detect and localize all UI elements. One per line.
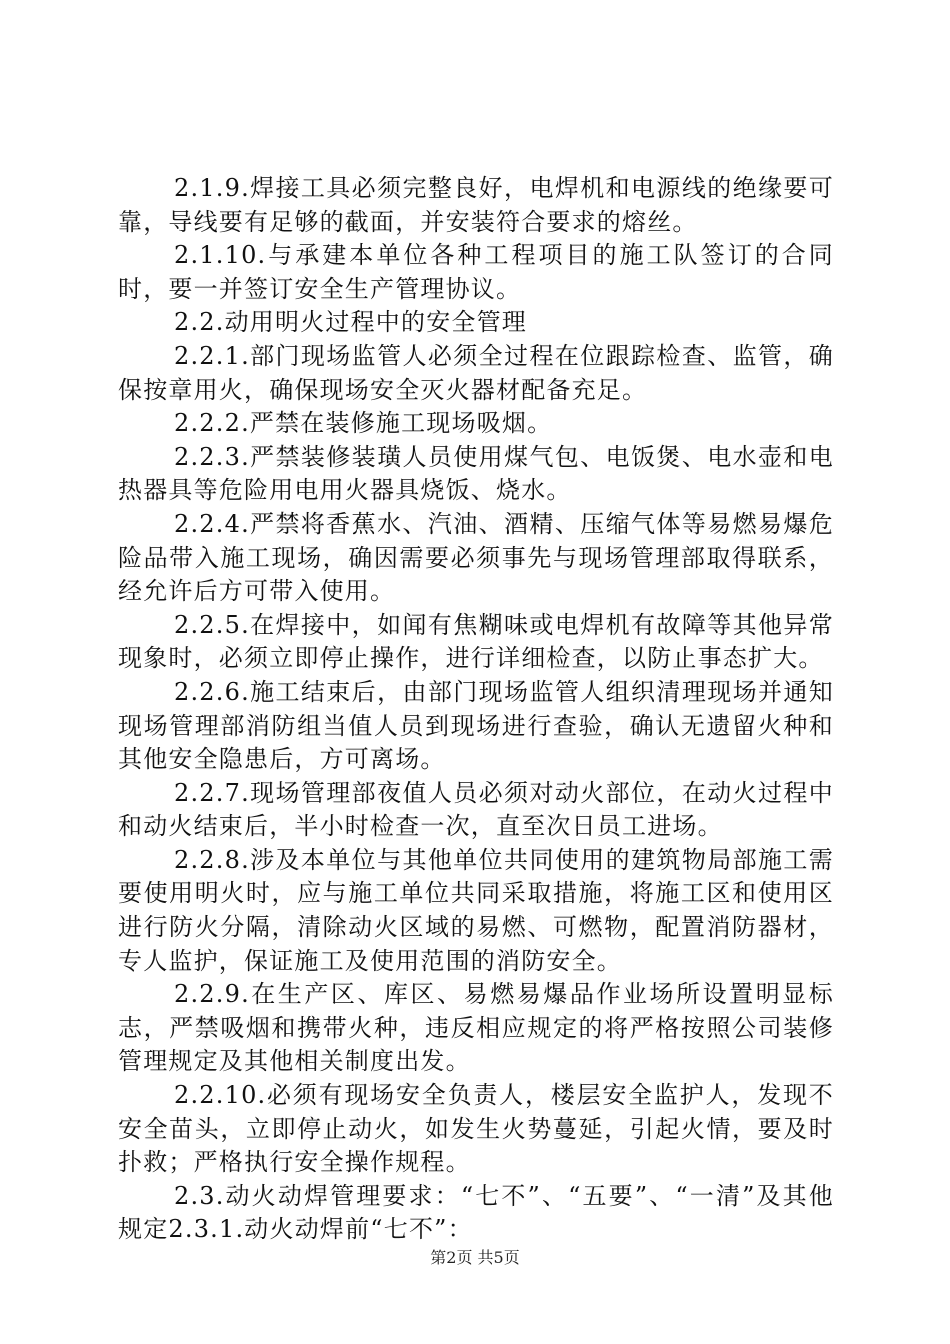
paragraph-2-2-4: 2.2.4.严禁将香蕉水、汽油、酒精、压缩气体等易燃易爆危险品带入施工现场，确因需要必须事先与现场管理部取得联系，经允许后方可带入使用。 <box>118 509 834 606</box>
paragraph-2-2-2: 2.2.2.严禁在装修施工现场吸烟。 <box>174 409 553 438</box>
paragraph-2-2-3: 2.2.3.严禁装修装璜人员使用煤气包、电饭煲、电水壶和电热器具等危险用电用火器具烧饭、烧水。 <box>118 442 834 505</box>
paragraph-2-2-8: 2.2.8.涉及本单位与其他单位共同使用的建筑物局部施工需要使用明火时，应与施工单位共同采取措施，将施工区和使用区进行防火分隔，清除动火区域的易燃、可燃物，配置消防器材，专人监护，保证施工及使用范围的消防安全。 <box>118 845 834 975</box>
page-number-footer: 第2页 共5页 <box>430 1248 520 1267</box>
paragraph-2-1-9: 2.1.9.焊接工具必须完整良好，电焊机和电源线的绝缘要可靠，导线要有足够的截面，并安装符合要求的熔丝。 <box>118 174 834 236</box>
paragraph-2-2-9: 2.2.9.在生产区、库区、易燃易爆品作业场所设置明显标志，严禁吸烟和携带火种，违反相应规定的将严格按照公司装修管理规定及其他相关制度出发。 <box>118 980 834 1076</box>
paragraph-2-2-10: 2.2.10.必须有现场安全负责人，楼层安全监护人，发现不安全苗头，立即停止动火，如发生火势蔓延，引起火情，要及时扑救；严格执行安全操作规程。 <box>118 1081 834 1177</box>
section-heading-2-2: 2.2.动用明火过程中的安全管理 <box>174 308 527 337</box>
document-body <box>118 172 834 1247</box>
paragraph-2-2-6: 2.2.6.施工结束后，由部门现场监管人组织清理现场并通知现场管理部消防组当值人员到现场进行查验，确认无遗留火种和其他安全隐患后，方可离场。 <box>118 677 834 774</box>
paragraph-2-1-10: 2.1.10.与承建本单位各种工程项目的施工队签订的合同时，要一并签订安全生产管理协议。 <box>118 241 834 303</box>
paragraph-2-2-5: 2.2.5.在焊接中，如闻有焦糊味或电焊机有故障等其他异常现象时，必须立即停止操作，进行详细检查，以防止事态扩大。 <box>118 610 834 673</box>
paragraph-2-2-7: 2.2.7.现场管理部夜值人员必须对动火部位，在动火过程中和动火结束后，半小时检查一次，直至次日员工进场。 <box>118 778 834 841</box>
paragraph-2-3: 2.3.动火动焊管理要求：“七不”、“五要”、“一清”及其他规定2.3.1.动火动焊前“七不”： <box>118 1181 834 1244</box>
paragraph-2-2-1: 2.2.1.部门现场监管人必须全过程在位跟踪检查、监管，确保按章用火，确保现场安全灭火器材配备充足。 <box>118 341 834 404</box>
